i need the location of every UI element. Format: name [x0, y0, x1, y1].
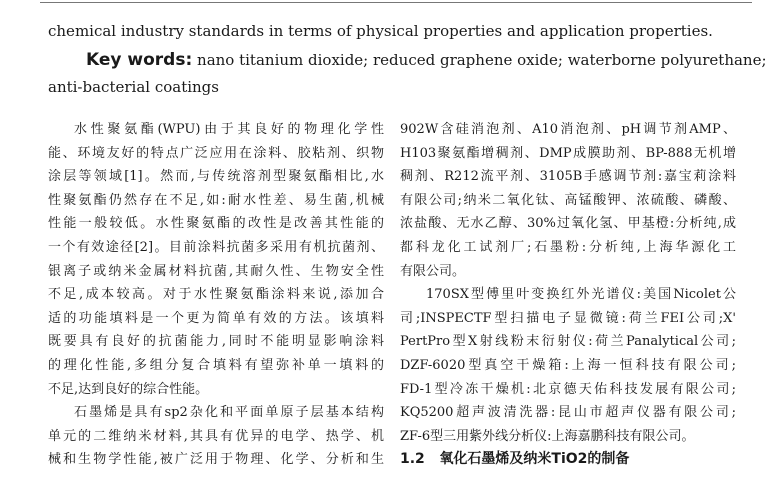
right-line: PertPro型X射线粉末衍射仪:荷兰Panalytical公司; [400, 334, 736, 350]
right-line: FD-1型冷冻干燥机:北京德天佑科技发展有限公司; [400, 381, 736, 397]
right-line: 有限公司;纳米二氧化钛、高锰酸钾、浓硫酸、磷酸、 [400, 192, 736, 208]
keywords-line-1 [86, 50, 767, 70]
left-line: 单元的二维纳米材料,其具有优异的电学、热学、机 [48, 428, 384, 444]
right-line: KQ5200超声波清洗器:昆山市超声仪器有限公司; [400, 405, 736, 421]
right-line: 稠剂、R212流平剂、3105B手感调节剂:嘉宝莉涂料 [400, 169, 736, 185]
left-line: 不足,达到良好的综合性能。 [48, 381, 209, 397]
header-rule [40, 2, 752, 3]
right-line: 170SX型傅里叶变换红外光谱仪:美国Nicolet公 [426, 287, 736, 303]
keywords-text-1: nano titanium dioxide; reduced graphene oxide; waterborne polyurethane; [197, 51, 767, 69]
left-line: 一个有效途径[2]。目前涂料抗菌多采用有机抗菌剂、 [48, 239, 384, 255]
right-line: 浓盐酸、无水乙醇、30%过氧化氢、甲基橙:分析纯,成 [400, 216, 736, 232]
section-number: 1.2 [400, 451, 425, 468]
left-line: 涂层等领域[1]。然而,与传统溶剂型聚氨酯相比,水 [48, 169, 384, 185]
left-line: 不足,成本较高。对于水性聚氨酯涂料来说,添加合 [48, 287, 384, 303]
left-line: 石墨烯是具有sp2杂化和平面单原子层基本结构 [74, 405, 384, 421]
left-line: 性聚氨酯仍然存在不足,如:耐水性差、易生菌,机械 [48, 192, 384, 208]
right-line: 902W含硅消泡剂、A10消泡剂、pH调节剂AMP、 [400, 122, 736, 137]
left-line: 既要具有良好的抗菌能力,同时不能明显影响涂料 [48, 334, 384, 350]
left-line: 能、环境友好的特点广泛应用在涂料、胶粘剂、织物 [48, 145, 384, 161]
right-line: 都科龙化工试剂厂;石墨粉:分析纯,上海华源化工 [400, 239, 736, 255]
right-line: 有限公司。 [400, 263, 466, 279]
keywords-line-2: anti-bacterial coatings [48, 78, 219, 96]
section-heading [400, 448, 736, 472]
left-line: 银离子或纳米金属材料抗菌,其耐久性、生物安全性 [48, 263, 384, 279]
keywords-label: Key words: [86, 50, 193, 70]
right-line: ZF-6型三用紫外线分析仪:上海嘉鹏科技有限公司。 [400, 428, 695, 444]
left-line: 水性聚氨酯(WPU)由于其良好的物理化学性 [74, 122, 384, 137]
left-line: 的理化性能,多组分复合填料有望弥补单一填料的 [48, 357, 384, 373]
left-line: 适的功能填料是一个更为简单有效的方法。该填料 [48, 310, 384, 326]
abstract-tail: chemical industry standards in terms of physical properties and application properties. [48, 22, 713, 40]
right-column [400, 118, 736, 472]
left-line: 性能一般较低。水性聚氨酯的改性是改善其性能的 [48, 216, 384, 232]
left-column [48, 118, 384, 472]
right-line: 司;INSPECTF型扫描电子显微镜:荷兰FEI公司;X' [400, 310, 736, 326]
left-line: 械和生物学性能,被广泛用于物理、化学、分析和生 [48, 452, 384, 468]
right-line: DZF-6020型真空干燥箱:上海一恒科技有限公司; [400, 357, 736, 373]
section-title: 氧化石墨烯及纳米TiO2的制备 [439, 451, 630, 468]
right-line: H103聚氨酯增稠剂、DMP成膜助剂、BP-888无机增 [400, 145, 736, 161]
